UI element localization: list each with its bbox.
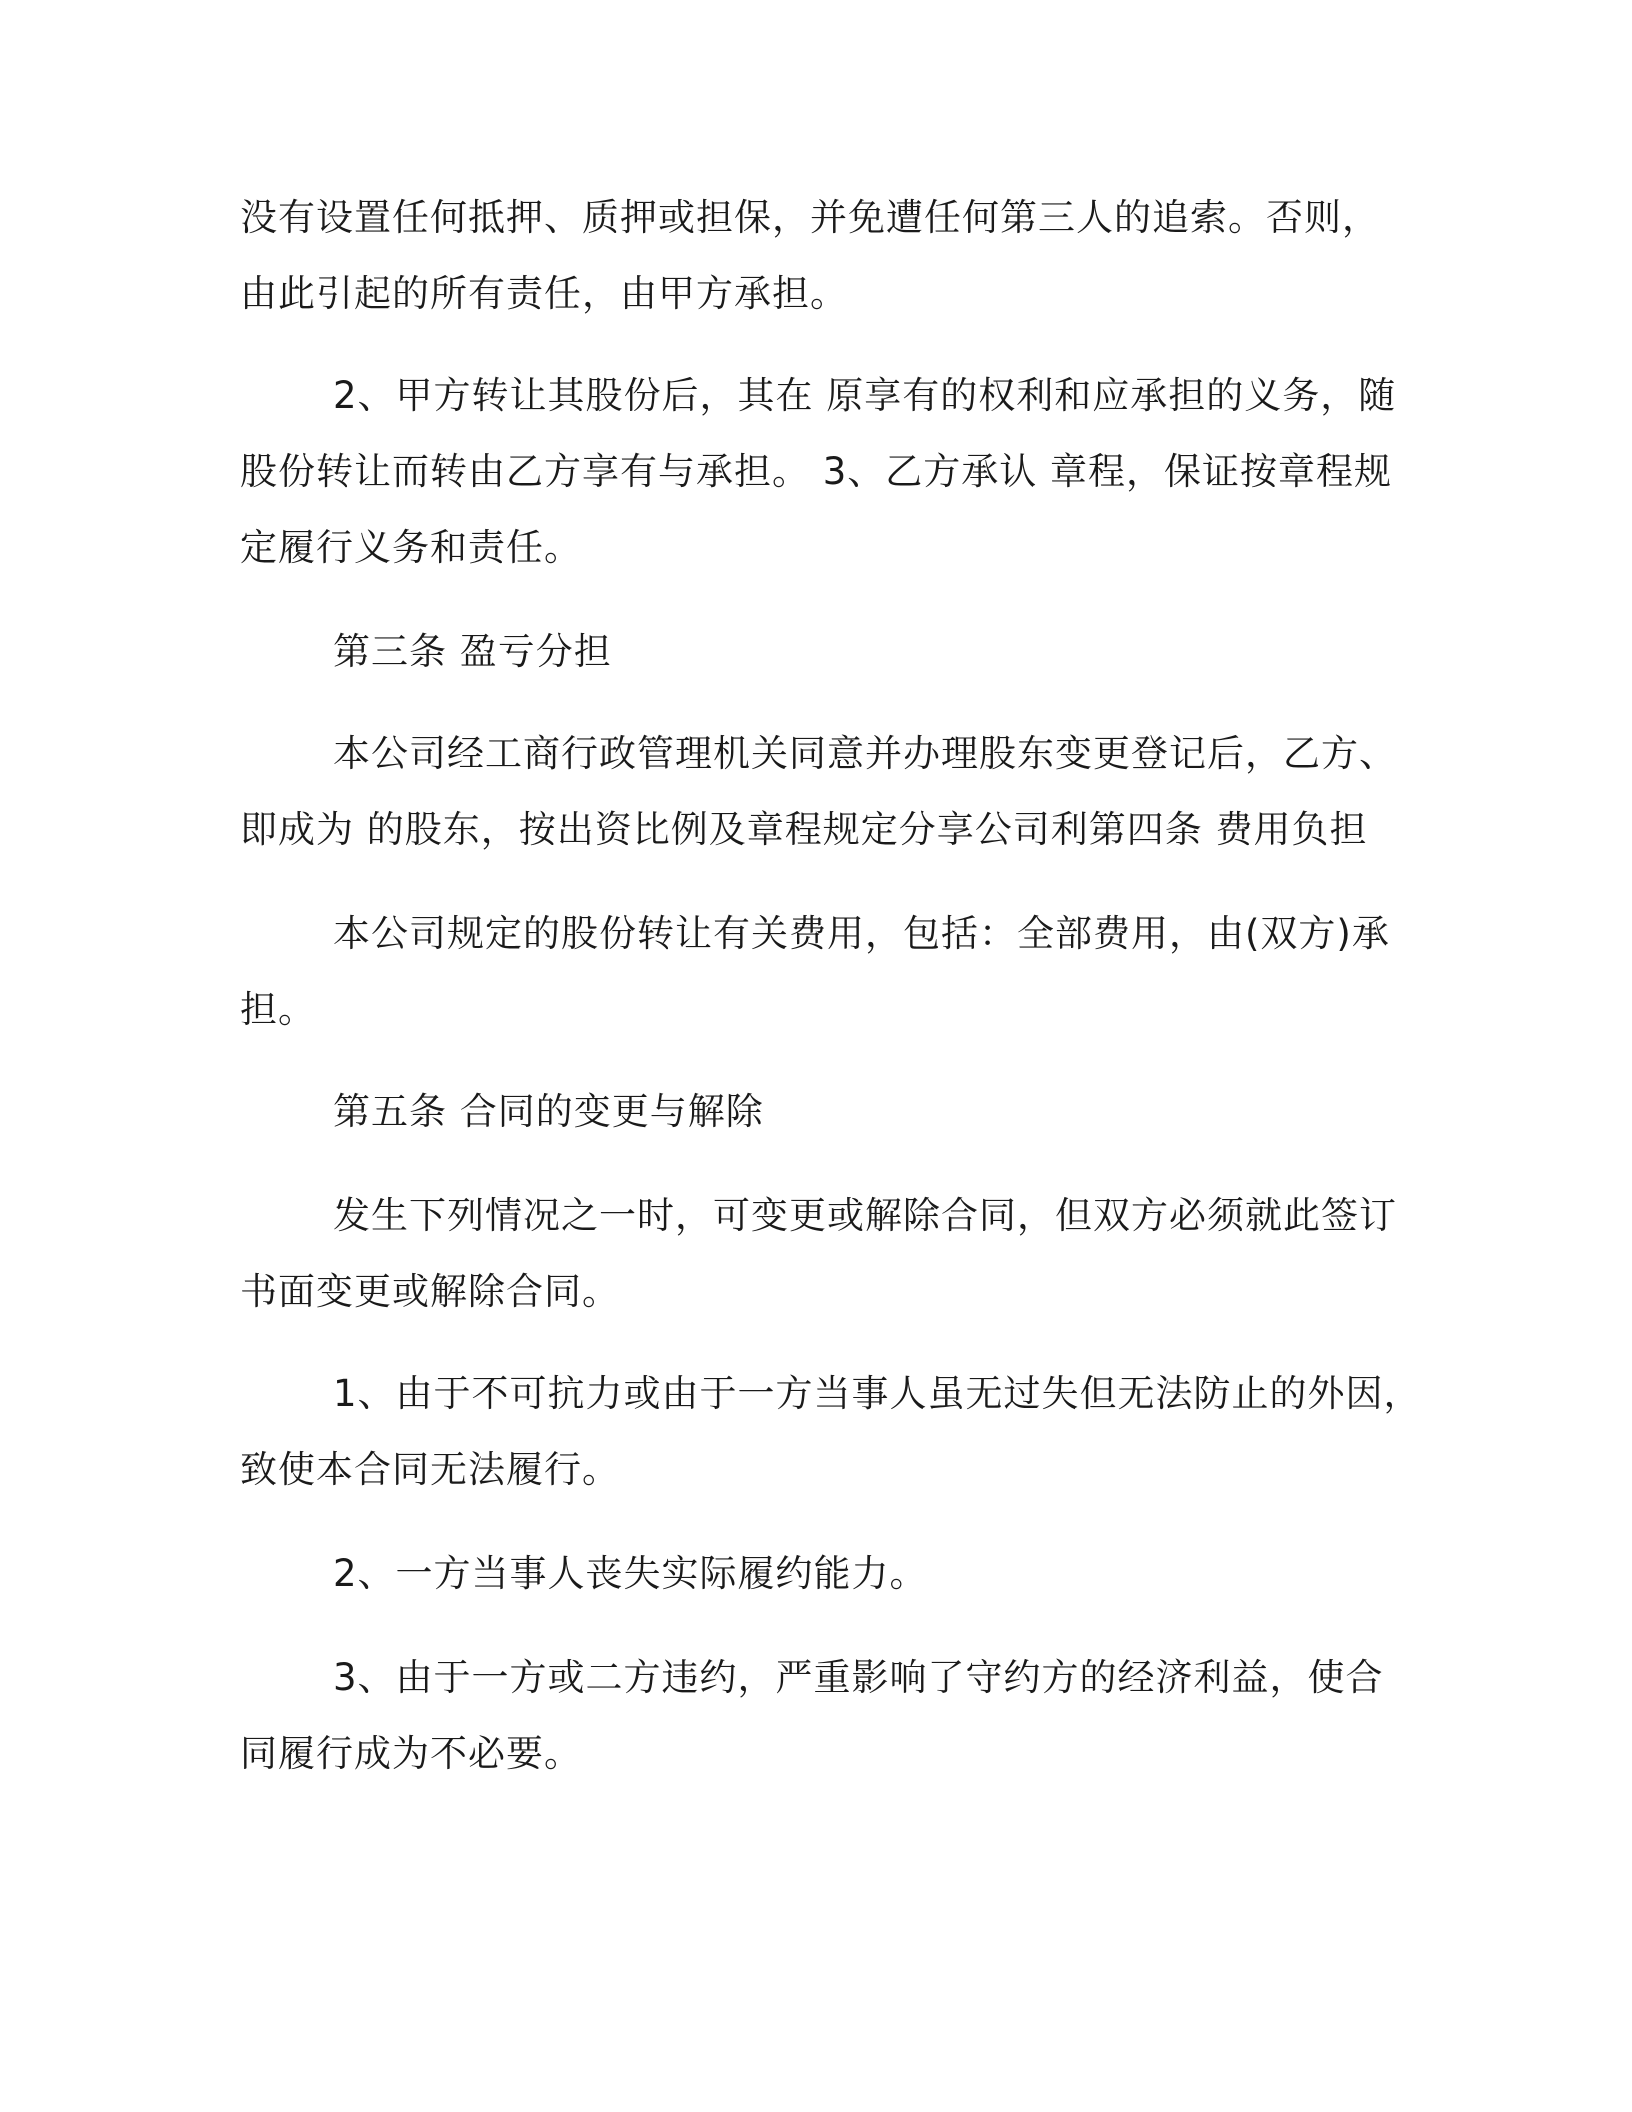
list-item-3: [240, 1640, 1400, 1792]
text-line: 没有设置任何抵押、质押或担保，并免遭任何第三人的追索。否则，: [240, 196, 1380, 239]
text-line: 2、一方当事人丧失实际履约能力。: [333, 1552, 928, 1595]
text-line: 同履行成为不必要。: [240, 1732, 582, 1775]
text-line: 本公司经工商行政管理机关同意并办理股东变更登记后，乙方、: [333, 732, 1397, 775]
paragraph-profit-loss: [240, 716, 1400, 868]
heading-article-5: [240, 1074, 1400, 1150]
text-line: 定履行义务和责任。: [240, 526, 582, 569]
section-heading: 第五条 合同的变更与解除: [333, 1090, 764, 1133]
text-line: 2、甲方转让其股份后，其在 原享有的权利和应承担的义务，随: [333, 374, 1397, 417]
paragraph-change-termination: [240, 1178, 1400, 1330]
paragraph-fees: [240, 896, 1400, 1048]
text-line: 书面变更或解除合同。: [240, 1270, 620, 1313]
text-line: 发生下列情况之一时，可变更或解除合同，但双方必须就此签订: [333, 1194, 1397, 1237]
list-item-2: [240, 1536, 1400, 1612]
section-heading: 第三条 盈亏分担: [333, 630, 612, 673]
text-line: 致使本合同无法履行。: [240, 1448, 620, 1491]
list-item-1: [240, 1356, 1422, 1508]
text-line: 担。: [240, 988, 316, 1031]
text-line: 1、由于不可抗力或由于一方当事人虽无过失但无法防止的外因，: [333, 1372, 1422, 1415]
paragraph-liability-continuation: [240, 180, 1400, 332]
heading-article-3: [240, 614, 1400, 690]
paragraph-clause-2-3: [240, 358, 1400, 586]
text-line: 3、由于一方或二方违约，严重影响了守约方的经济利益，使合: [333, 1656, 1384, 1699]
text-line: 由此引起的所有责任，由甲方承担。: [240, 272, 848, 315]
text-line: 本公司规定的股份转让有关费用，包括：全部费用，由(双方)承: [333, 912, 1390, 955]
text-line: 股份转让而转由乙方享有与承担。 3、乙方承认 章程，保证按章程规: [240, 450, 1393, 493]
text-line: 即成为 的股东，按出资比例及章程规定分享公司利第四条 费用负担: [240, 808, 1368, 851]
